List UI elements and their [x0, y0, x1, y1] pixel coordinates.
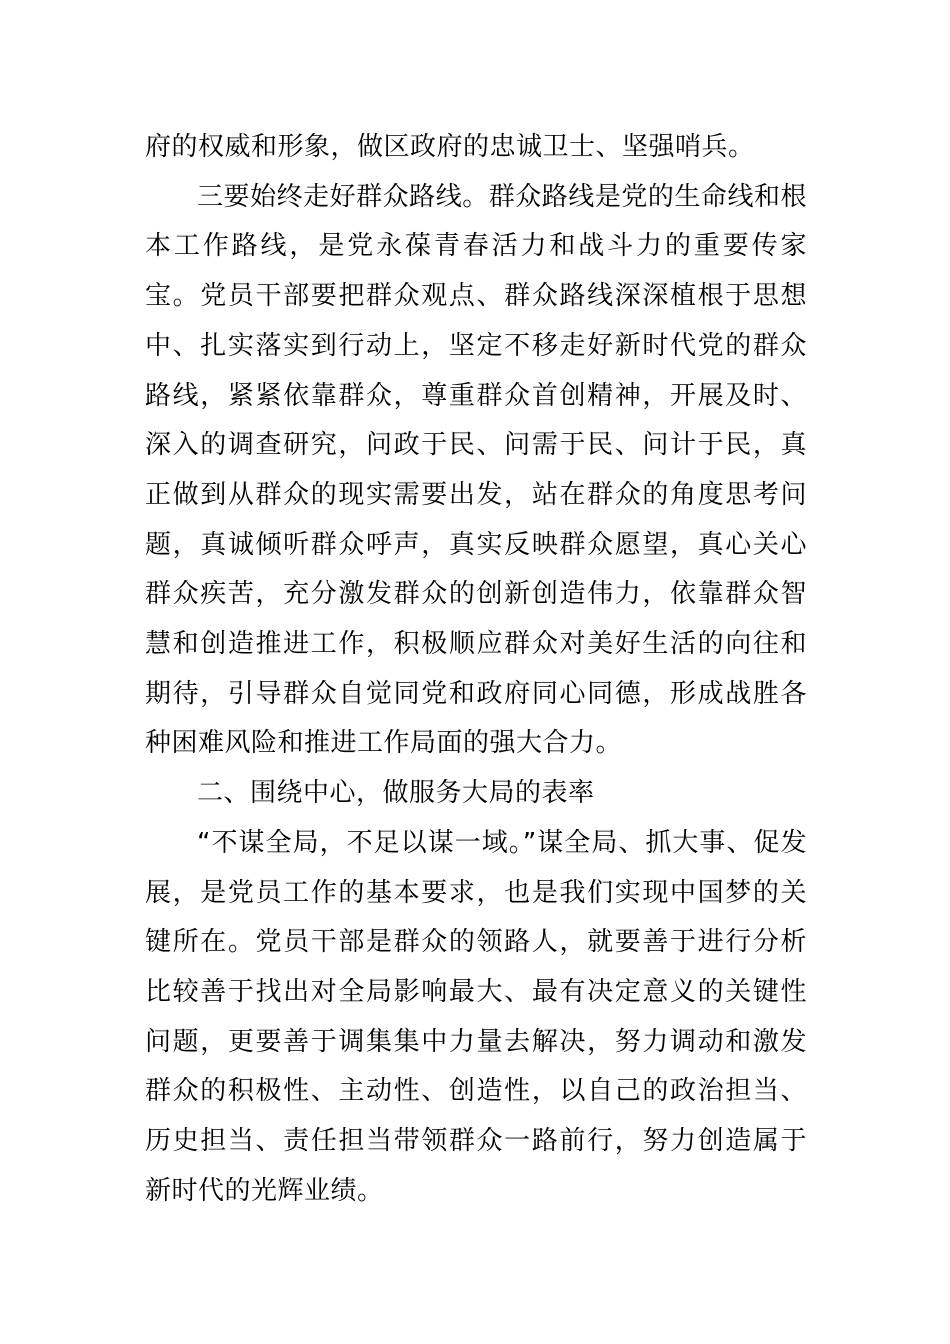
paragraph-overall-situation: “不谋全局，不足以谋一域。”谋全局、抓大事、促发展，是党员工作的基本要求，也是我们实现中国梦的关键所在。党员干部是群众的领路人，就要善于进行分析比较善于找出对全局影响最大、最有决定意义的关键性问题，更要善于调集集中力量去解决，努力调动和激发群众的积极性、主动性、创造性，以自己的政治担当、历史担当、责任担当带领群众一路前行，努力创造属于新时代的光辉业绩。 — [145, 827, 807, 1206]
document-body — [145, 123, 807, 1216]
section-heading: 二、围绕中心，做服务大局的表率 — [197, 778, 595, 809]
paragraph-continuation: 府的权威和形象，做区政府的忠诚卫士、坚强哨兵。 — [145, 132, 755, 162]
paragraph-mass-line: 三要始终走好群众路线。群众路线是党的生命线和根本工作路线，是党永葆青春活力和战斗力的重要传家宝。党员干部要把群众观点、群众路线深深植根于思想中、扎实落实到行动上，坚定不移走好新时代党的群众路线，紧紧依靠群众，尊重群众首创精神，开展及时、深入的调查研究，问政于民、问需于民、问计于民，真正做到从群众的现实需要出发，站在群众的角度思考问题，真诚倾听群众呼声，真实反映群众愿望，真心关心群众疾苦，充分激发群众的创新创造伟力，依靠群众智慧和创造推进工作，积极顺应群众对美好生活的向往和期待，引导群众自觉同党和政府同心同德，形成战胜各种困难风险和推进工作局面的强大合力。 — [145, 181, 807, 759]
